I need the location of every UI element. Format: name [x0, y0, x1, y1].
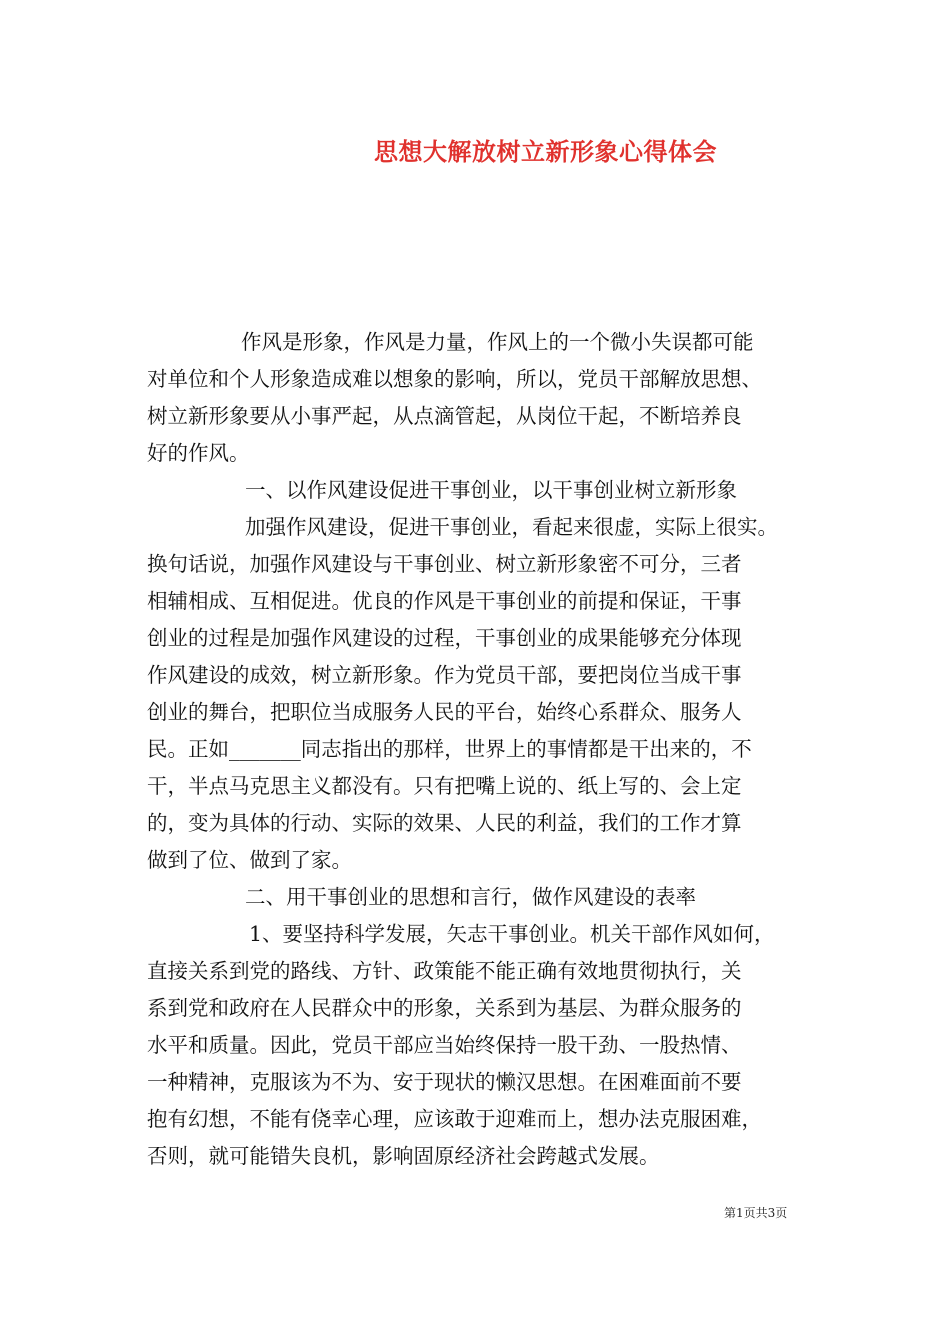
paragraph-line: 一种精神，克服该为不为、安于现状的懒汉思想。在困难面前不要	[147, 1070, 742, 1094]
paragraph-line: 作风建设的成效，树立新形象。作为党员干部，要把岗位当成干事	[147, 663, 742, 687]
page-number: 第1页共3页	[724, 1206, 788, 1220]
paragraph-line: 树立新形象要从小事严起，从点滴管起，从岗位干起，不断培养良	[147, 404, 742, 428]
paragraph-line: 干，半点马克思主义都没有。只有把嘴上说的、纸上写的、会上定	[147, 774, 742, 798]
paragraph-line: 好的作风。	[147, 441, 250, 465]
paragraph-line: 水平和质量。因此，党员干部应当始终保持一股干劲、一股热情、	[147, 1033, 742, 1057]
paragraph-line: 创业的舞台，把职位当成服务人民的平台，始终心系群众、服务人	[147, 700, 742, 724]
paragraph-line: 换句话说，加强作风建设与干事创业、树立新形象密不可分，三者	[147, 552, 742, 576]
document-body	[147, 324, 827, 1175]
paragraph-line: 作风是形象，作风是力量，作风上的一个微小失误都可能	[241, 330, 754, 354]
paragraph-line: 创业的过程是加强作风建设的过程，干事创业的成果能够充分体现	[147, 626, 742, 650]
paragraph-line: 否则，就可能错失良机，影响固原经济社会跨越式发展。	[147, 1144, 660, 1168]
paragraph-line: 相辅相成、互相促进。优良的作风是干事创业的前提和保证，干事	[147, 589, 742, 613]
section-heading: 二、用干事创业的思想和言行，做作风建设的表率	[245, 885, 696, 909]
paragraph-line: 加强作风建设，促进干事创业，看起来很虚，实际上很实。	[245, 515, 778, 539]
section-heading: 一、以作风建设促进干事创业，以干事创业树立新形象	[245, 478, 737, 502]
paragraph-line: 直接关系到党的路线、方针、政策能不能正确有效地贯彻执行，关	[147, 959, 742, 983]
paragraph-line: 对单位和个人形象造成难以想象的影响，所以，党员干部解放思想、	[147, 367, 762, 391]
paragraph-line: 民。正如_______同志指出的那样，世界上的事情都是干出来的，不	[147, 737, 752, 761]
paragraph-line: 1、要坚持科学发展，矢志干事创业。机关干部作风如何，	[249, 922, 775, 946]
page-title: 思想大解放树立新形象心得体会	[374, 137, 717, 166]
paragraph-line: 做到了位、做到了家。	[147, 848, 352, 872]
paragraph-line: 的，变为具体的行动、实际的效果、人民的利益，我们的工作才算	[147, 811, 742, 835]
paragraph-line: 抱有幻想，不能有侥幸心理，应该敢于迎难而上，想办法克服困难，	[147, 1107, 762, 1131]
paragraph-line: 系到党和政府在人民群众中的形象，关系到为基层、为群众服务的	[147, 996, 742, 1020]
